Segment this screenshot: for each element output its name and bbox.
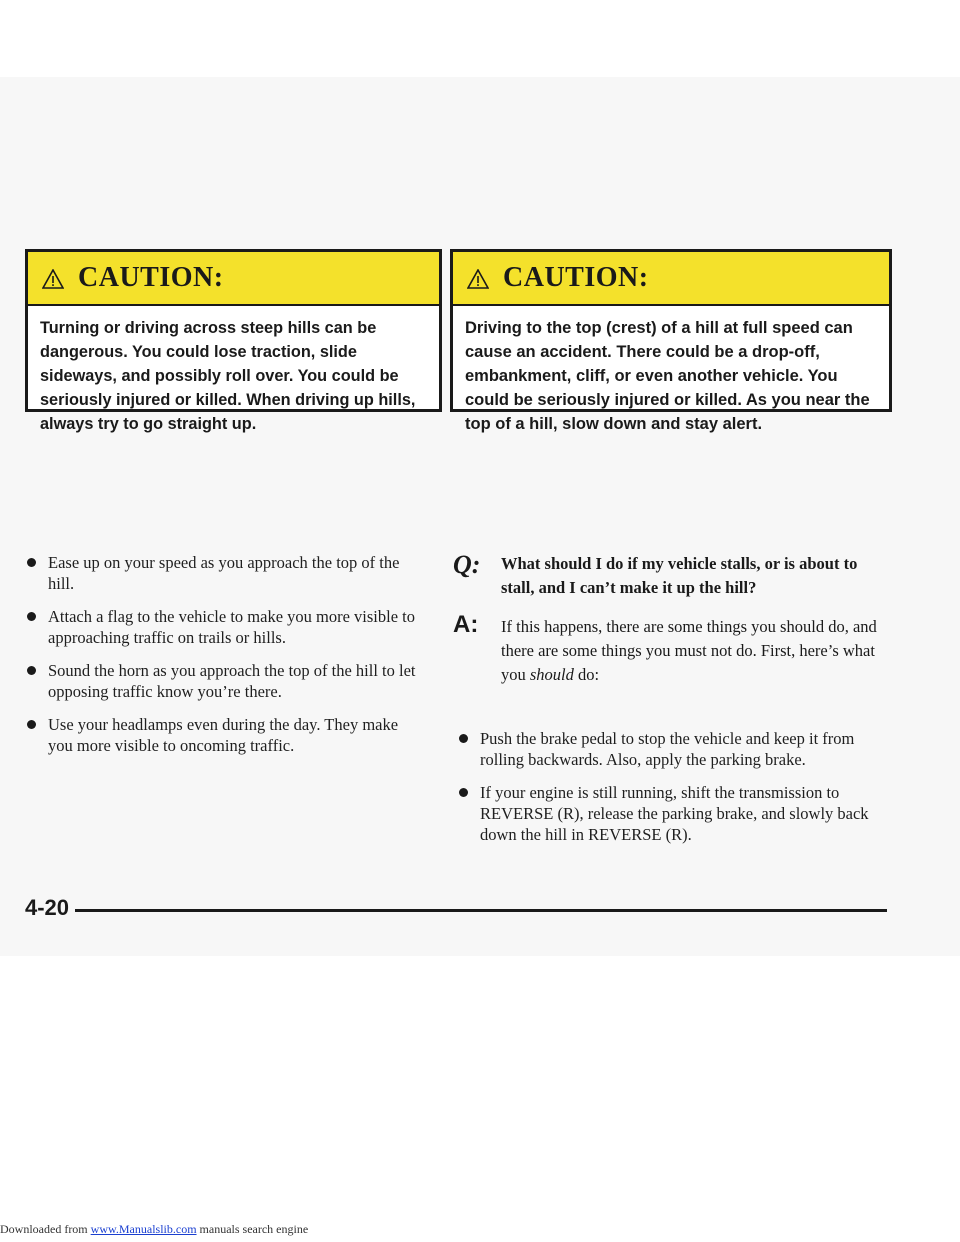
question-text: What should I do if my vehicle stalls, or is about to stall, and I can’t make it up the hill? — [501, 554, 858, 597]
answer-text — [501, 615, 893, 687]
footer-suffix: manuals search engine — [196, 1222, 309, 1236]
bullet-icon — [27, 558, 36, 567]
caution-header — [28, 252, 439, 306]
list-item-text: Use your headlamps even during the day. They make you more visible to oncoming traffic. — [48, 715, 399, 755]
list-item — [24, 714, 424, 756]
footer-rule — [75, 909, 887, 912]
answer-text-end: do: — [573, 665, 600, 684]
caution-text: Driving to the top (crest) of a hill at full speed can cause an accident. There could be a drop-off, embankment, cliff, or even another vehicle. You could be seriously injured or killed. As you near the top of a hill, slow down and stay alert. — [465, 319, 870, 433]
list-item-text: Attach a flag to the vehicle to make you more visible to approaching traffic on trails or hills. — [48, 607, 416, 647]
footer-prefix: Downloaded from — [0, 1222, 91, 1236]
list-item-text: Ease up on your speed as you approach the top of the hill. — [48, 553, 400, 593]
answer-emphasis: should — [529, 665, 574, 684]
list-item — [24, 606, 424, 648]
list-item — [456, 782, 896, 845]
list-item — [456, 728, 896, 770]
bullet-icon — [27, 612, 36, 621]
hill-tips-list — [24, 552, 424, 768]
caution-header — [453, 252, 889, 306]
download-footer — [0, 1222, 308, 1237]
caution-box-steep-hills — [25, 249, 442, 433]
list-item — [24, 552, 424, 594]
answer-mark-label: A: — [453, 611, 479, 638]
list-item-text: If your engine is still running, shift the transmission to REVERSE (R), release the parking brake, and slowly back down the hill in REVERSE (R). — [480, 783, 869, 844]
answer-block — [453, 611, 893, 687]
bullet-icon — [459, 734, 468, 743]
page-number: 4-20 — [25, 895, 70, 920]
caution-text: Turning or driving across steep hills can be dangerous. You could lose traction, slide sideways, and possibly roll over. You could be seriously injured or killed. When driving up hills, always try to go straight up. — [40, 319, 416, 433]
list-item-text: Push the brake pedal to stop the vehicle and keep it from rolling backwards. Also, apply the parking brake. — [480, 729, 855, 769]
caution-title: CAUTION: — [503, 262, 649, 293]
manualslib-link[interactable]: www.Manualslib.com — [90, 1222, 197, 1236]
question-mark-label: Q: — [453, 550, 481, 579]
question-block — [453, 552, 893, 600]
bullet-icon — [27, 720, 36, 729]
warning-triangle-icon — [467, 269, 489, 289]
caution-title: CAUTION: — [78, 262, 224, 293]
answer-text-start: If this happens, there are some things you should do, and there are some things you must not do. First, here’s what you — [501, 617, 877, 684]
caution-box-hill-crest — [450, 249, 892, 433]
list-item — [24, 660, 424, 702]
bullet-icon — [459, 788, 468, 797]
warning-triangle-icon — [42, 269, 64, 289]
stall-steps-list — [456, 728, 896, 857]
bullet-icon — [27, 666, 36, 675]
list-item-text: Sound the horn as you approach the top of the hill to let opposing traffic know you’re there. — [48, 661, 416, 701]
